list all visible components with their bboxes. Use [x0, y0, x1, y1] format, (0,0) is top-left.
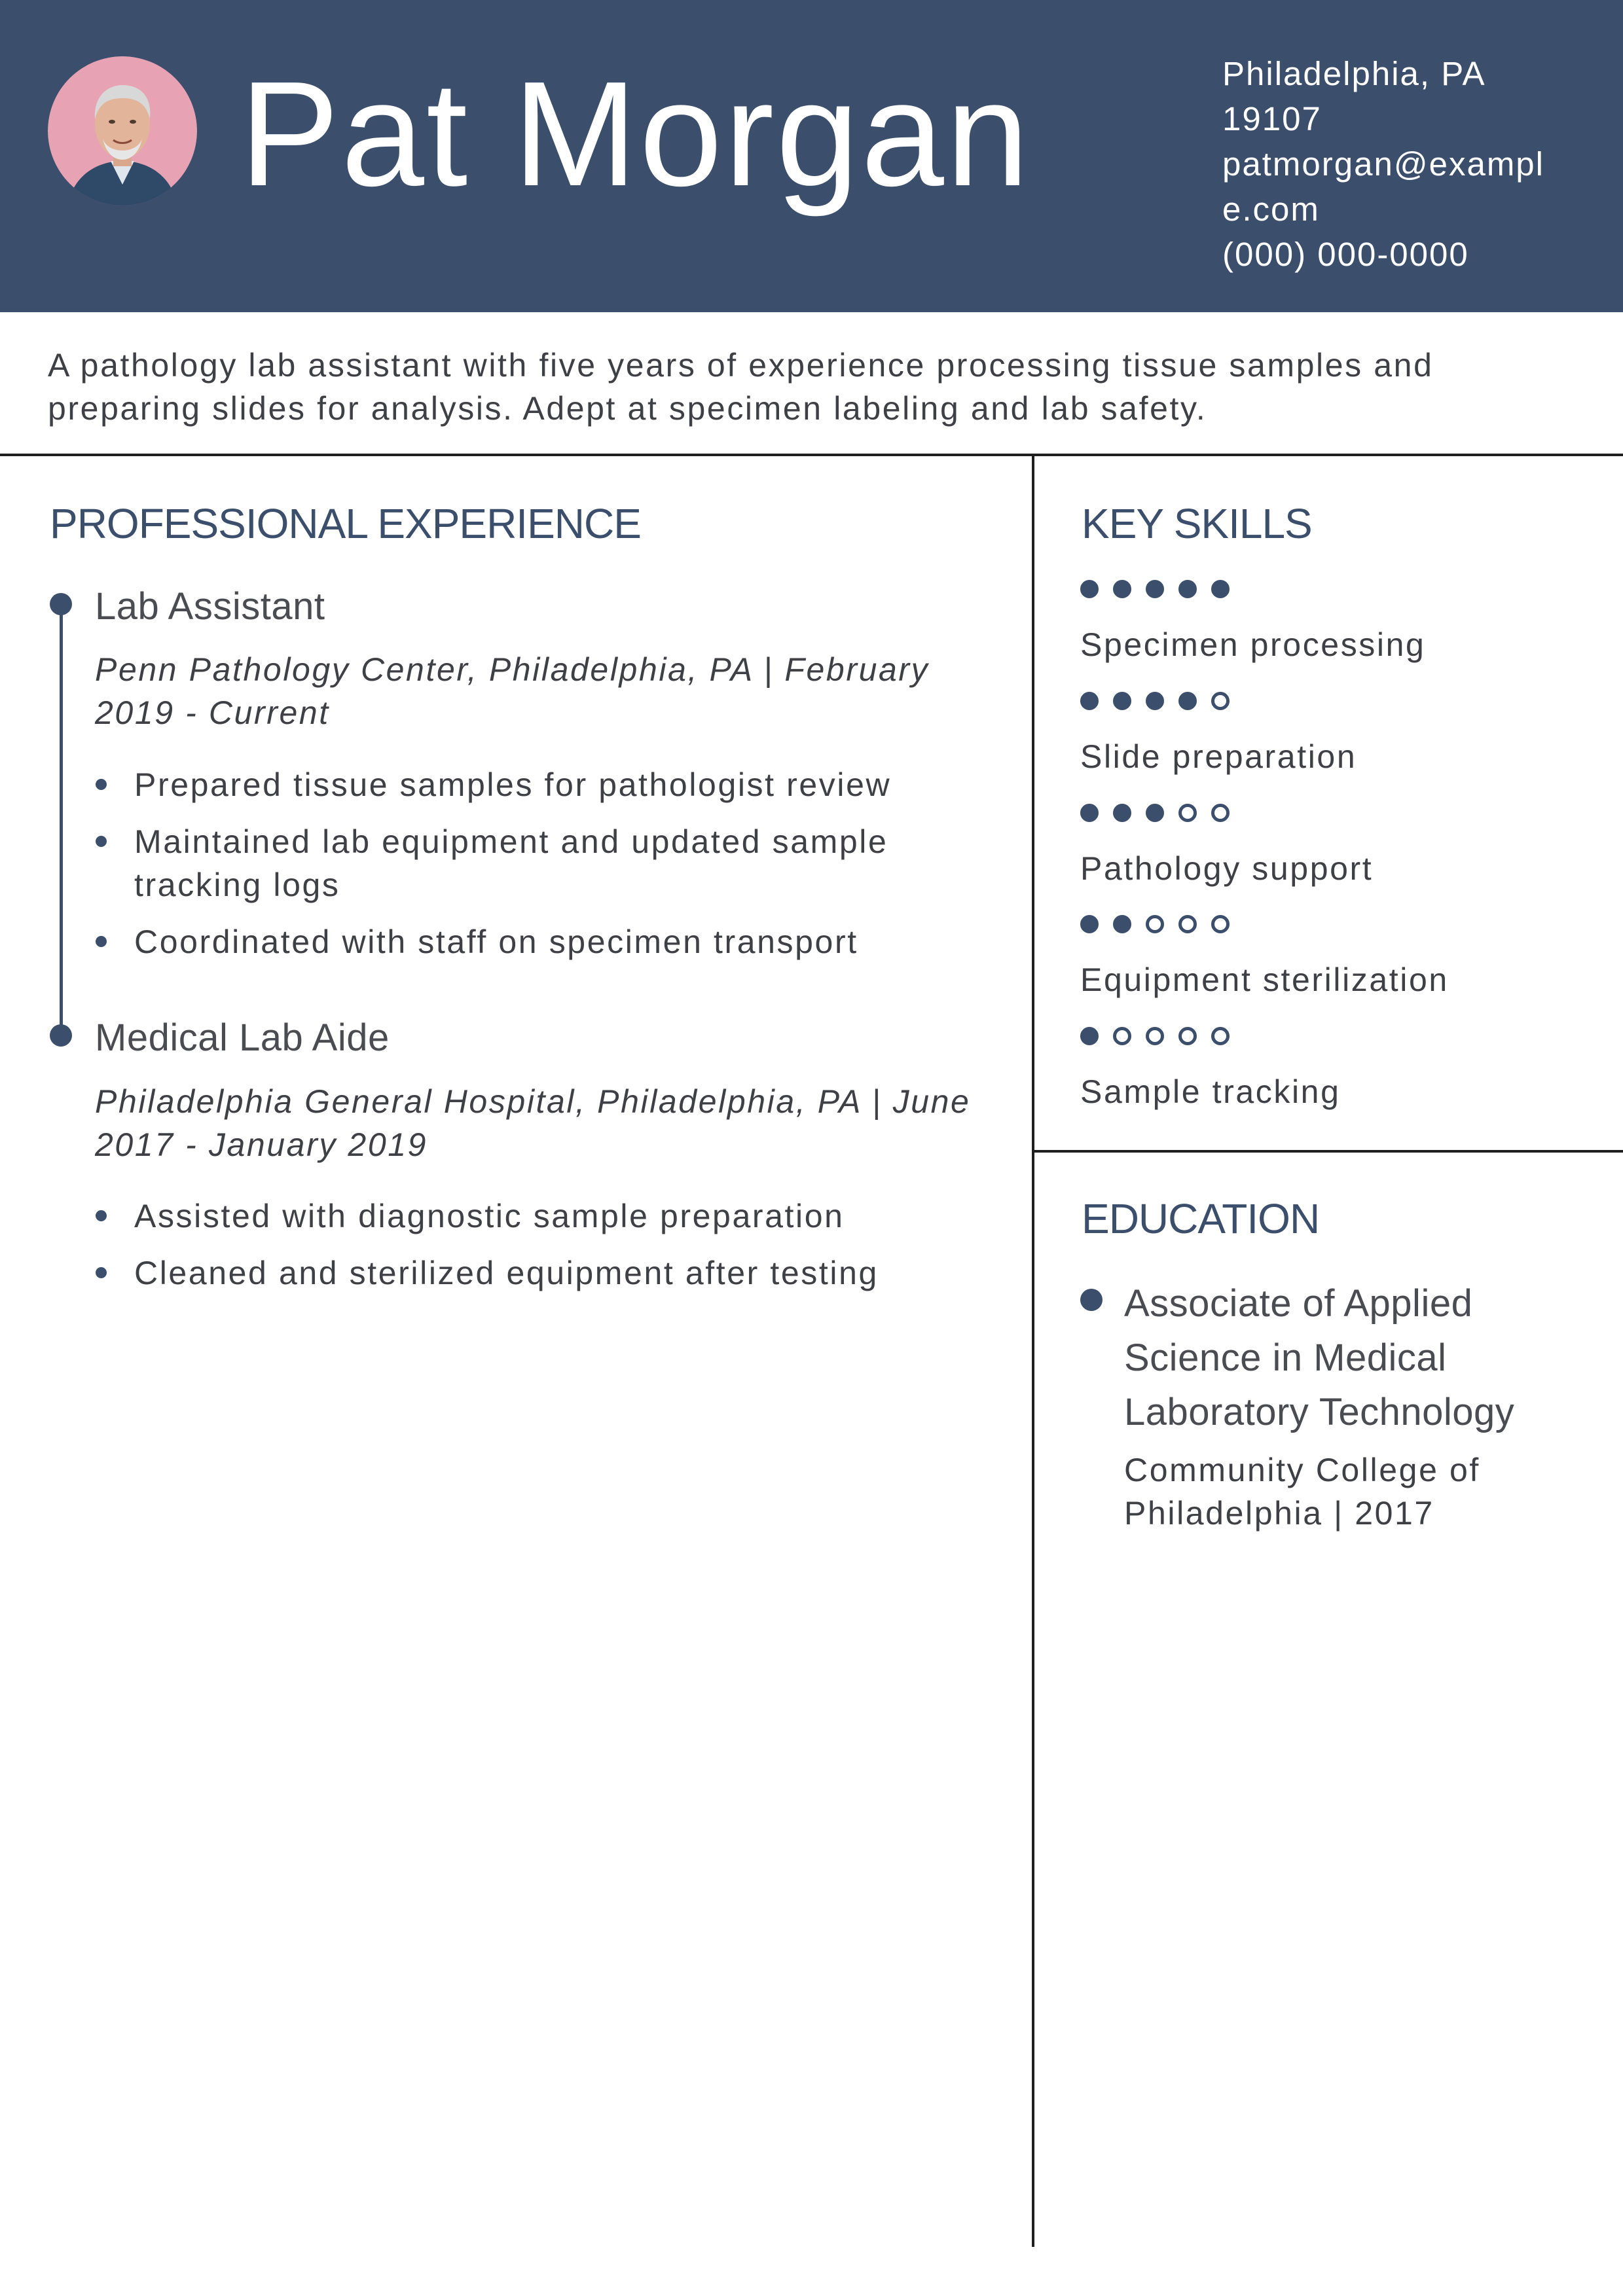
rating-dot-filled [1080, 580, 1099, 598]
job-bullets [92, 763, 1008, 977]
contact-phone: (000) 000-0000 [1222, 236, 1469, 273]
contact-block [1222, 51, 1615, 277]
skill-item [1080, 578, 1604, 661]
job-bullets [92, 1194, 1008, 1308]
rating-dot-filled [1080, 1027, 1099, 1045]
rating-dot-filled [1146, 580, 1164, 598]
contact-email-line[interactable]: patmorgan@exampl [1222, 145, 1544, 183]
skill-item [1080, 690, 1604, 773]
rating-dot-filled [1080, 804, 1099, 822]
job-title: Lab Assistant [95, 585, 325, 628]
degree: Associate of Applied Science in Medical Laboratory Technology [1124, 1282, 1515, 1433]
contact-line: Philadelphia, PA [1222, 55, 1486, 92]
list-item: Prepared tissue samples for pathologist review [92, 763, 1008, 806]
skill-rating [1080, 913, 1604, 937]
rating-dot-filled [1113, 692, 1131, 710]
divider [0, 454, 1623, 456]
rating-dot-filled [1146, 692, 1164, 710]
rating-dot-empty [1211, 915, 1230, 933]
skill-name: Sample tracking [1080, 1073, 1341, 1110]
skill-item [1080, 802, 1604, 885]
rating-dot-empty [1211, 804, 1230, 822]
education-title: EDUCATION [1082, 1195, 1320, 1242]
rating-dot-filled [1211, 580, 1230, 598]
list-item: Coordinated with staff on specimen transport [92, 920, 1008, 963]
rating-dot-empty [1113, 1027, 1131, 1045]
timeline-dot [50, 1024, 72, 1047]
summary: A pathology lab assistant with five years of experience processing tissue samples and preparing slides for analysis. Adept at specimen labeling and lab safety. [48, 347, 1434, 427]
rating-dot-filled [1080, 915, 1099, 933]
rating-dot-filled [1113, 580, 1131, 598]
avatar-photo [48, 56, 197, 206]
contact-line: 19107 [1222, 100, 1322, 137]
rating-dot-filled [1146, 804, 1164, 822]
rating-dot-filled [1178, 580, 1197, 598]
skill-rating [1080, 1025, 1604, 1049]
skill-rating [1080, 690, 1604, 713]
avatar [48, 56, 197, 206]
skill-name: Slide preparation [1080, 738, 1357, 775]
skills-title: KEY SKILLS [1082, 500, 1312, 547]
timeline-line [60, 603, 63, 1035]
skill-name: Pathology support [1080, 850, 1374, 887]
skill-name: Equipment sterilization [1080, 961, 1449, 998]
timeline-dot [50, 593, 72, 615]
list-item: Maintained lab equipment and updated sample tracking logs [92, 820, 1008, 906]
header-banner [0, 0, 1623, 312]
candidate-name: Pat Morgan [240, 51, 1031, 217]
job-title: Medical Lab Aide [95, 1016, 390, 1059]
rating-dot-filled [1113, 915, 1131, 933]
school: Community College of Philadelphia | 2017 [1124, 1452, 1480, 1532]
column-divider [1032, 454, 1034, 2247]
skill-rating [1080, 802, 1604, 825]
rating-dot-empty [1211, 692, 1230, 710]
list-item: Assisted with diagnostic sample preparation [92, 1194, 1008, 1238]
rating-dot-empty [1178, 804, 1197, 822]
education-dot [1080, 1289, 1103, 1311]
skill-name: Specimen processing [1080, 626, 1426, 663]
rating-dot-empty [1178, 1027, 1197, 1045]
rating-dot-filled [1178, 692, 1197, 710]
skill-item [1080, 913, 1604, 996]
list-item: Cleaned and sterilized equipment after testing [92, 1251, 1008, 1295]
contact-email-line[interactable]: e.com [1222, 190, 1320, 228]
job-meta: Penn Pathology Center, Philadelphia, PA | February 2019 - Current [95, 651, 930, 731]
rating-dot-empty [1178, 915, 1197, 933]
job-meta: Philadelphia General Hospital, Philadelphia, PA | June 2017 - January 2019 [95, 1083, 971, 1163]
skill-rating [1080, 578, 1604, 601]
rating-dot-empty [1146, 915, 1164, 933]
rating-dot-filled [1080, 692, 1099, 710]
divider [1033, 1150, 1623, 1153]
rating-dot-filled [1113, 804, 1131, 822]
rating-dot-empty [1146, 1027, 1164, 1045]
skill-item [1080, 1025, 1604, 1108]
experience-title: PROFESSIONAL EXPERIENCE [50, 500, 641, 547]
rating-dot-empty [1211, 1027, 1230, 1045]
